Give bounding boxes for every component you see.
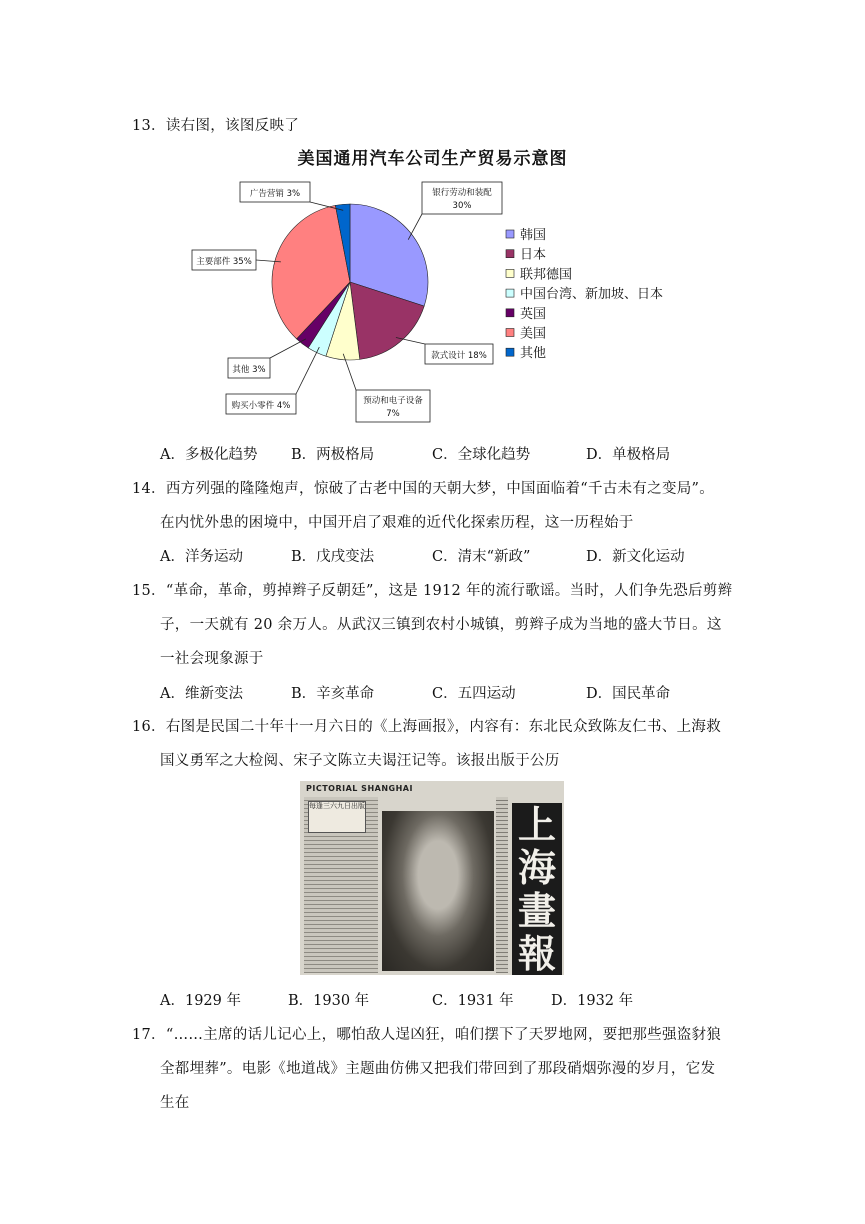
callout-label: 预动和电子设备	[363, 396, 423, 406]
q16-line2: 国义勇军之大检阅、宋子文陈立夫谒汪记等。该报出版于公历	[160, 753, 560, 769]
callout-label: 款式设计 18%	[431, 351, 487, 361]
q15-option-d[interactable]: D．国民革命	[586, 686, 671, 702]
q16-option-d[interactable]: D．1932 年	[551, 993, 634, 1009]
q15-option-b[interactable]: B．辛亥革命	[291, 686, 375, 702]
callout-label: 购买小零件 4%	[231, 401, 291, 411]
q16-option-a[interactable]: A．1929 年	[160, 993, 241, 1009]
legend-swatch	[506, 230, 514, 238]
q14-option-b[interactable]: B．戊戌变法	[291, 549, 375, 565]
q17-line3: 生在	[160, 1095, 190, 1111]
newspaper-photo	[300, 781, 564, 975]
q13-stem: 13．读右图，该图反映了	[132, 118, 300, 134]
q15-line2: 子，一天就有 20 余万人。从武汉三镇到农村小城镇，剪辫子成为当地的盛大节日。这	[160, 617, 722, 633]
q13-option-b[interactable]: B．两极格局	[291, 447, 375, 463]
legend-swatch	[506, 348, 514, 356]
q14-line1: 14．西方列强的隆隆炮声，惊破了古老中国的天朝大梦，中国面临着“千古未有之变局”。	[132, 481, 715, 497]
q16-option-b[interactable]: B．1930 年	[288, 993, 370, 1009]
q17-line1: 17．“……主席的话儿记心上，哪怕敌人逞凶狂，咱们摆下了天罗地网，要把那些强盗豺狼	[132, 1027, 722, 1043]
q14-option-d[interactable]: D．新文化运动	[586, 549, 685, 565]
photo-portrait	[382, 811, 494, 971]
chart-title: 美国通用汽车公司生产贸易示意图	[297, 149, 568, 169]
callout-leader-line	[408, 214, 422, 240]
q14-line2: 在内忧外患的困境中，中国开启了艰难的近代化探索历程，这一历程始于	[160, 515, 634, 531]
photo-newspaper-title: 上海畫報	[512, 803, 562, 975]
callout-label: 主要部件 35%	[196, 257, 252, 267]
q13-option-c[interactable]: C．全球化趋势	[432, 447, 531, 463]
q15-option-a[interactable]: A．维新变法	[160, 686, 243, 702]
legend-label: 联邦德国	[520, 267, 573, 283]
photo-text-column-right	[496, 797, 508, 973]
q14-option-a[interactable]: A．洋务运动	[160, 549, 243, 565]
legend-label: 韩国	[520, 228, 547, 243]
callout-leader-line	[270, 339, 306, 358]
legend-label: 其他	[520, 346, 547, 362]
q13-option-d[interactable]: D．单极格局	[586, 447, 671, 463]
q16-line1: 16．右图是民国二十年十一月六日的《上海画报》，内容有：东北民众致陈友仁书、上海救	[132, 719, 721, 735]
legend-label: 日本	[520, 247, 547, 263]
q16-option-c[interactable]: C．1931 年	[432, 993, 514, 1009]
photo-masthead: PICTORIAL SHANGHAI	[306, 784, 413, 793]
callout-leader-line	[296, 347, 319, 394]
legend-swatch	[506, 329, 514, 337]
callout-percent: 7%	[386, 409, 400, 419]
callout-label: 银行劳动和装配	[432, 188, 492, 198]
legend-swatch	[506, 289, 514, 297]
q14-option-c[interactable]: C．清末“新政”	[432, 549, 531, 565]
q15-line3: 一社会现象源于	[160, 651, 264, 667]
legend-label: 美国	[520, 326, 547, 342]
q17-line2: 全都埋葬”。电影《地道战》主题曲仿佛又把我们带回到了那段硝烟弥漫的岁月，它发	[160, 1061, 716, 1077]
q15-line1: 15．“革命，革命，剪掉辫子反朝廷”，这是 1912 年的流行歌谣。当时，人们争先恐后剪辫	[132, 583, 733, 599]
callout-label: 广告营销 3%	[249, 189, 301, 199]
q13-option-a[interactable]: A．多极化趋势	[160, 447, 258, 463]
legend-label: 中国台湾、新加坡、日本	[520, 287, 664, 303]
q15-option-c[interactable]: C．五四运动	[432, 686, 516, 702]
legend-swatch	[506, 309, 514, 317]
legend-label: 英国	[520, 306, 547, 322]
callout-label: 其他 3%	[232, 365, 266, 375]
photo-notice-box: 每逢三六九日出版	[308, 801, 366, 833]
pie-chart	[180, 172, 700, 432]
legend-swatch	[506, 269, 514, 277]
callout-percent: 30%	[452, 201, 472, 211]
legend-swatch	[506, 250, 514, 258]
